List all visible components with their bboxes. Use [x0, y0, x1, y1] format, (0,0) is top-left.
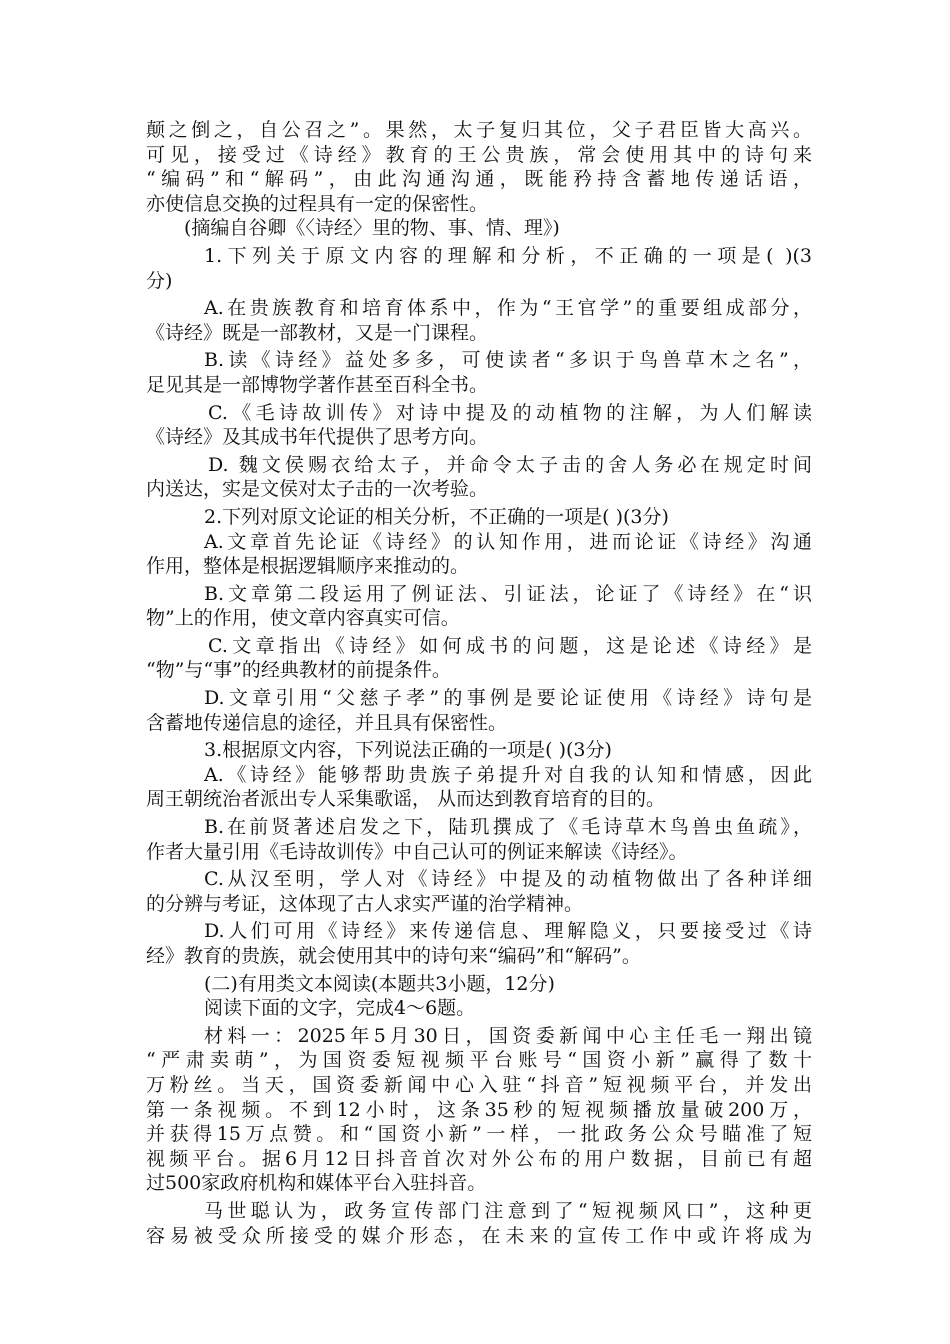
text-line: 内送达，实是文侯对太子击的一次考验。 — [146, 478, 489, 501]
text-line: 物”上的作用，使文章内容真实可信。 — [146, 607, 460, 630]
source-citation: (摘编自谷卿《〈诗经〉里的物、事、情、理》) — [184, 217, 560, 240]
text-line: 颠之倒之，自公召之”。果然，太子复归其位，父子君臣皆大高兴。 — [146, 119, 812, 141]
option-2a: A.文章首先论证《诗经》的认知作用，进而论证《诗经》沟通 — [204, 530, 812, 553]
reading-instruction: 阅读下面的文字，完成4～6题。 — [204, 997, 476, 1020]
section-heading: (二)有用类文本阅读(本题共3小题，12分) — [204, 972, 555, 995]
option-3a: A.《诗经》能够帮助贵族子弟提升对自我的认知和情感，因此 — [204, 763, 812, 786]
option-2b: B.文章第二段运用了例证法、引证法，论证了《诗经》在“识 — [204, 582, 812, 605]
text-line: “严肃卖萌”，为国资委短视频平台账号“国资小新”赢得了数十 — [146, 1049, 812, 1072]
text-line: 作用，整体是根据逻辑顺序来推动的。 — [146, 555, 470, 578]
text-line: “物”与“事”的经典教材的前提条件。 — [146, 659, 451, 682]
text-line: 分) — [146, 269, 173, 292]
text-line: 亦使信息交换的过程具有一定的保密性。 — [146, 192, 489, 215]
option-3d: D.人们可用《诗经》来传递信息、理解隐义，只要接受过《诗 — [204, 920, 812, 943]
text-line: 周王朝统治者派出专人采集歌谣， 从而达到教育培育的目的。 — [146, 788, 666, 811]
text-line: 足见其是一部博物学著作甚至百科全书。 — [146, 373, 489, 396]
question-3: 3.根据原文内容，下列说法正确的一项是( )(3分) — [204, 739, 612, 762]
text-line: 经》教育的贵族，就会使用其中的诗句来“编码”和“解码”。 — [146, 945, 641, 967]
text-line: 过500家政府机构和媒体平台入驻抖音。 — [146, 1172, 487, 1195]
text-line: 作者大量引用《毛诗故训传》中自己认可的例证来解读《诗经》。 — [146, 840, 688, 863]
question-2: 2.下列对原文论证的相关分析，不正确的一项是( )(3分) — [204, 505, 669, 528]
option-2d: D.文章引用“父慈子孝”的事例是要论证使用《诗经》诗句是 — [204, 687, 812, 710]
material-1-paragraph: 材料一：2025年5月30日，国资委新闻中心主任毛一翔出镜 — [204, 1024, 812, 1047]
text-line: 《诗经》及其成书年代提供了思考方向。 — [146, 426, 489, 449]
text-line: 可见，接受过《诗经》教育的王公贵族，常会使用其中的诗句来 — [146, 143, 812, 166]
text-line: 并获得15万点赞。和“国资小新”一样，一批政务公众号瞄准了短 — [146, 1123, 812, 1146]
question-1: 1.下列关于原文内容的理解和分析，不正确的一项是( )(3 — [204, 244, 812, 267]
option-3b: B.在前贤著述启发之下，陆玑撰成了《毛诗草木鸟兽虫鱼疏》， — [204, 816, 812, 839]
text-line: 含蓄地传递信息的途径，并且具有保密性。 — [146, 711, 508, 734]
text-line: 第一条视频。不到12小时，这条35秒的短视频播放量破200万， — [146, 1098, 812, 1121]
text-line: 容易被受众所接受的媒介形态，在未来的宣传工作中或许将成为 — [146, 1224, 812, 1247]
text-line: 视频平台。据6月12日抖音首次对外公布的用户数据，目前已有超 — [146, 1147, 812, 1170]
paragraph-start: 马世聪认为，政务宣传部门注意到了“短视频风口”，这种更 — [204, 1199, 812, 1222]
text-line: 《诗经》既是一部教材，又是一门课程。 — [146, 321, 489, 344]
text-line: 的分辨与考证，这体现了古人求实严谨的治学精神。 — [146, 892, 584, 915]
option-1a: A.在贵族教育和培育体系中，作为“王官学”的重要组成部分， — [204, 297, 812, 320]
option-1d: D. 魏文侯赐衣给太子，并命令太子击的舍人务必在规定时间 — [208, 453, 812, 476]
text-line: 万粉丝。当天，国资委新闻中心入驻“抖音”短视频平台，并发出 — [146, 1073, 812, 1096]
option-1c: C.《毛诗故训传》对诗中提及的动植物的注解，为人们解读 — [208, 401, 812, 424]
text-line: “编码”和“解码”，由此沟通沟通，既能矜持含蓄地传递话语， — [146, 168, 812, 191]
option-1b: B.读《诗经》益处多多，可使读者“多识于鸟兽草木之名”， — [204, 349, 812, 372]
option-2c: C.文章指出《诗经》如何成书的问题，这是论述《诗经》是 — [208, 634, 812, 657]
option-3c: C.从汉至明，学人对《诗经》中提及的动植物做出了各种详细 — [204, 868, 812, 891]
document-page — [146, 118, 812, 1248]
